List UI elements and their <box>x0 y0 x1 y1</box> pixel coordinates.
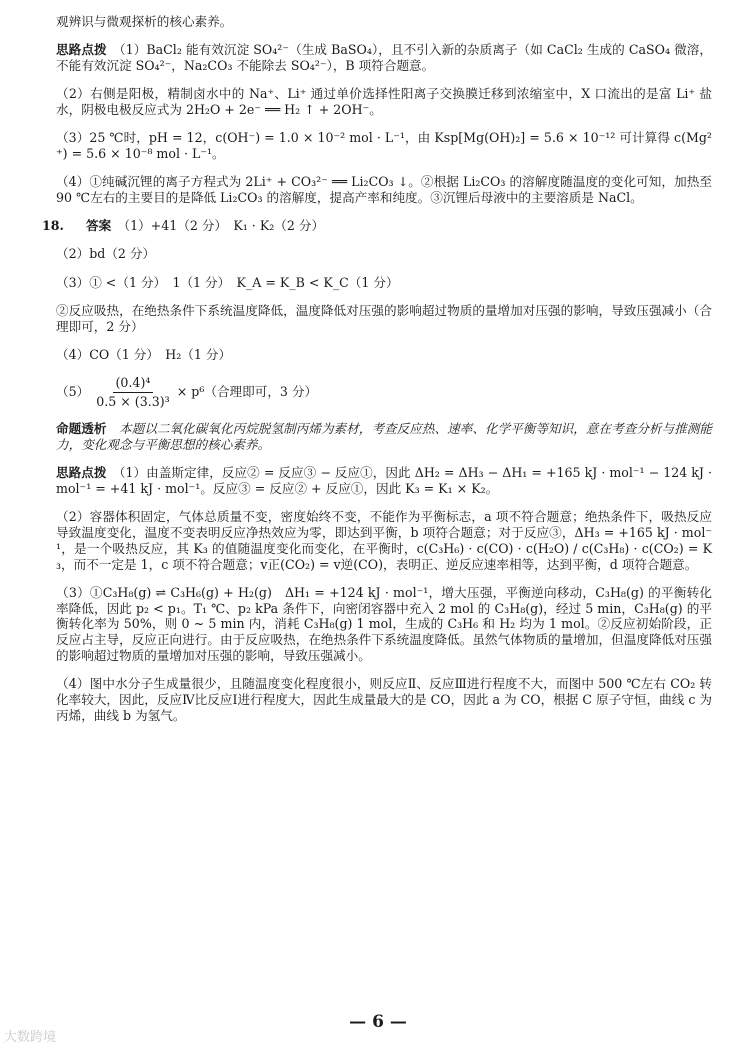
answer-header <box>42 218 712 234</box>
answer-prefix: （5） <box>56 384 90 400</box>
document-body <box>42 14 713 736</box>
section-label: 思路点拨 <box>56 42 107 58</box>
answer-fraction-line <box>56 375 712 409</box>
answer-suffix: × p⁶（合理即可，3 分） <box>176 384 318 400</box>
paragraph: （2）右侧是阳极，精制卤水中的 Na⁺、Li⁺ 通过单价选择性阳离子交换膜迁移到浓缩室中，X 口流出的是富 Li⁺ 盐水，阴极电极反应式为 2H₂O + 2e⁻ ══ H₂ ↑ + 2OH⁻。 <box>56 86 712 117</box>
paragraph: （4）图中水分子生成量很少，且随温度变化程度很小，则反应Ⅱ、反应Ⅲ进行程度不大，而图中 500 ℃左右 CO₂ 转化率较大，因此，反应Ⅳ比反应Ⅰ进行程度大，因此生成量最大的是 CO，因此 a 为 CO，根据 C 原子守恒，曲线 c 为丙烯，曲线 b 为氢气。 <box>56 676 712 723</box>
paragraph-hint-2 <box>56 465 712 496</box>
paragraph-analysis <box>56 421 712 452</box>
fraction-denominator: 0.5 × (3.3)³ <box>96 393 170 409</box>
fraction-numerator: (0.4)⁴ <box>113 375 154 393</box>
paragraph-text: （1）BaCl₂ 能有效沉淀 SO₄²⁻（生成 BaSO₄），且不引入新的杂质离子（如 CaCl₂ 生成的 CaSO₄ 微溶，不能有效沉淀 SO₄²⁻，Na₂CO₃ 不能除去 SO₄²⁻），B 项符合题意。 <box>56 42 713 73</box>
section-label: 思路点拨 <box>56 465 107 481</box>
answer-line: （2）bd（2 分） <box>56 246 156 262</box>
section-label: 命题透析 <box>56 421 107 437</box>
answer-text: （1）+41（2 分） K₁ · K₂（2 分） <box>123 218 325 234</box>
page-number: — 6 — <box>349 1012 407 1032</box>
paragraph-text: 本题以二氧化碳氧化丙烷脱氢制丙烯为素材，考查反应热、速率、化学平衡等知识，意在考查分析与推测能力，变化观念与平衡思想的核心素养。 <box>56 421 713 453</box>
question-number: 18. <box>42 218 64 234</box>
paragraph: （4）①纯碱沉锂的离子方程式为 2Li⁺ + CO₃²⁻ ══ Li₂CO₃ ↓。②根据 Li₂CO₃ 的溶解度随温度的变化可知，加热至 90 ℃左右的主要目的是降低 Li₂CO₃ 的溶解度，提高产率和纯度。③沉锂后母液中的主要溶质是 NaCl。 <box>56 174 712 205</box>
paragraph: （3）①C₃H₈(g) ⇌ C₃H₆(g) + H₂(g) ΔH₁ = +124 kJ · mol⁻¹，增大压强，平衡逆向移动，C₃H₈(g) 的平衡转化率降低，因此 p₂ < p₁。T₁ ℃、p₂ kPa 条件下，向密闭容器中充入 2 mol 的 C₃H₈(g)，经过 5 min，C₃H₈(g) 的平衡转化率为 50%，则 0 ~ 5 min 内，消耗 C₃H₈(g) 1 mol，生成的 C₃H₆ 和 H₂ 均为 1 mol。②反应初始阶段，正反应占主导，反应正向进行。由于反应吸热，在绝热条件下系统温度降低。虽然气体物质的量增加，但温度降低对压强的影响超过物质的量增加对压强的影响，导致压强减小。 <box>56 584 712 663</box>
fraction <box>93 375 173 409</box>
answer-line: （3）① <（1 分） 1（1 分） K_A = K_B < K_C（1 分） <box>56 274 399 290</box>
answer-line: ②反应吸热，在绝热条件下系统温度降低，温度降低对压强的影响超过物质的量增加对压强的影响，导致压强减小（合理即可，2 分） <box>56 302 712 334</box>
answer-line: （4）CO（1 分） H₂（1 分） <box>56 346 232 362</box>
answer-label: 答案 <box>86 218 112 234</box>
paragraph-hint-1 <box>56 42 712 73</box>
watermark-text: 大数跨境 <box>4 1030 57 1045</box>
paragraph: （3）25 ℃时，pH = 12，c(OH⁻) = 1.0 × 10⁻² mol · L⁻¹，由 Ksp[Mg(OH)₂] = 5.6 × 10⁻¹² 可计算得 c(Mg²⁺) = 5.6 × 10⁻⁸ mol · L⁻¹。 <box>56 130 712 161</box>
paragraph-text: （1）由盖斯定律，反应② = 反应③ − 反应①，因此 ΔH₂ = ΔH₃ − ΔH₁ = +165 kJ · mol⁻¹ − 124 kJ · mol⁻¹ = +41 kJ · mol⁻¹。反应③ = 反应② + 反应①，因此 K₃ = K₁ × K₂。 <box>56 465 713 497</box>
text-line: 观辨识与微观探析的核心素养。 <box>56 14 233 29</box>
paragraph: （2）容器体积固定，气体总质量不变，密度始终不变，不能作为平衡标志，a 项不符合题意；绝热条件下，吸热反应导致温度变化，温度不变表明反应净热效应为零，即达到平衡，b 项符合题意；对于反应③，ΔH₃ = +165 kJ · mol⁻¹，是一个吸热反应，其 K₃ 的值随温度变化而变化，在平衡时，c(C₃H₆) · c(CO) · c(H₂O) / c(C₃H₈) · c(CO₂) = K₃，而不一定是 1，c 项不符合题意；v正(CO₂) = v逆(CO)，表明正、逆反应速率相等，达到平衡，d 项符合题意。 <box>56 509 712 572</box>
